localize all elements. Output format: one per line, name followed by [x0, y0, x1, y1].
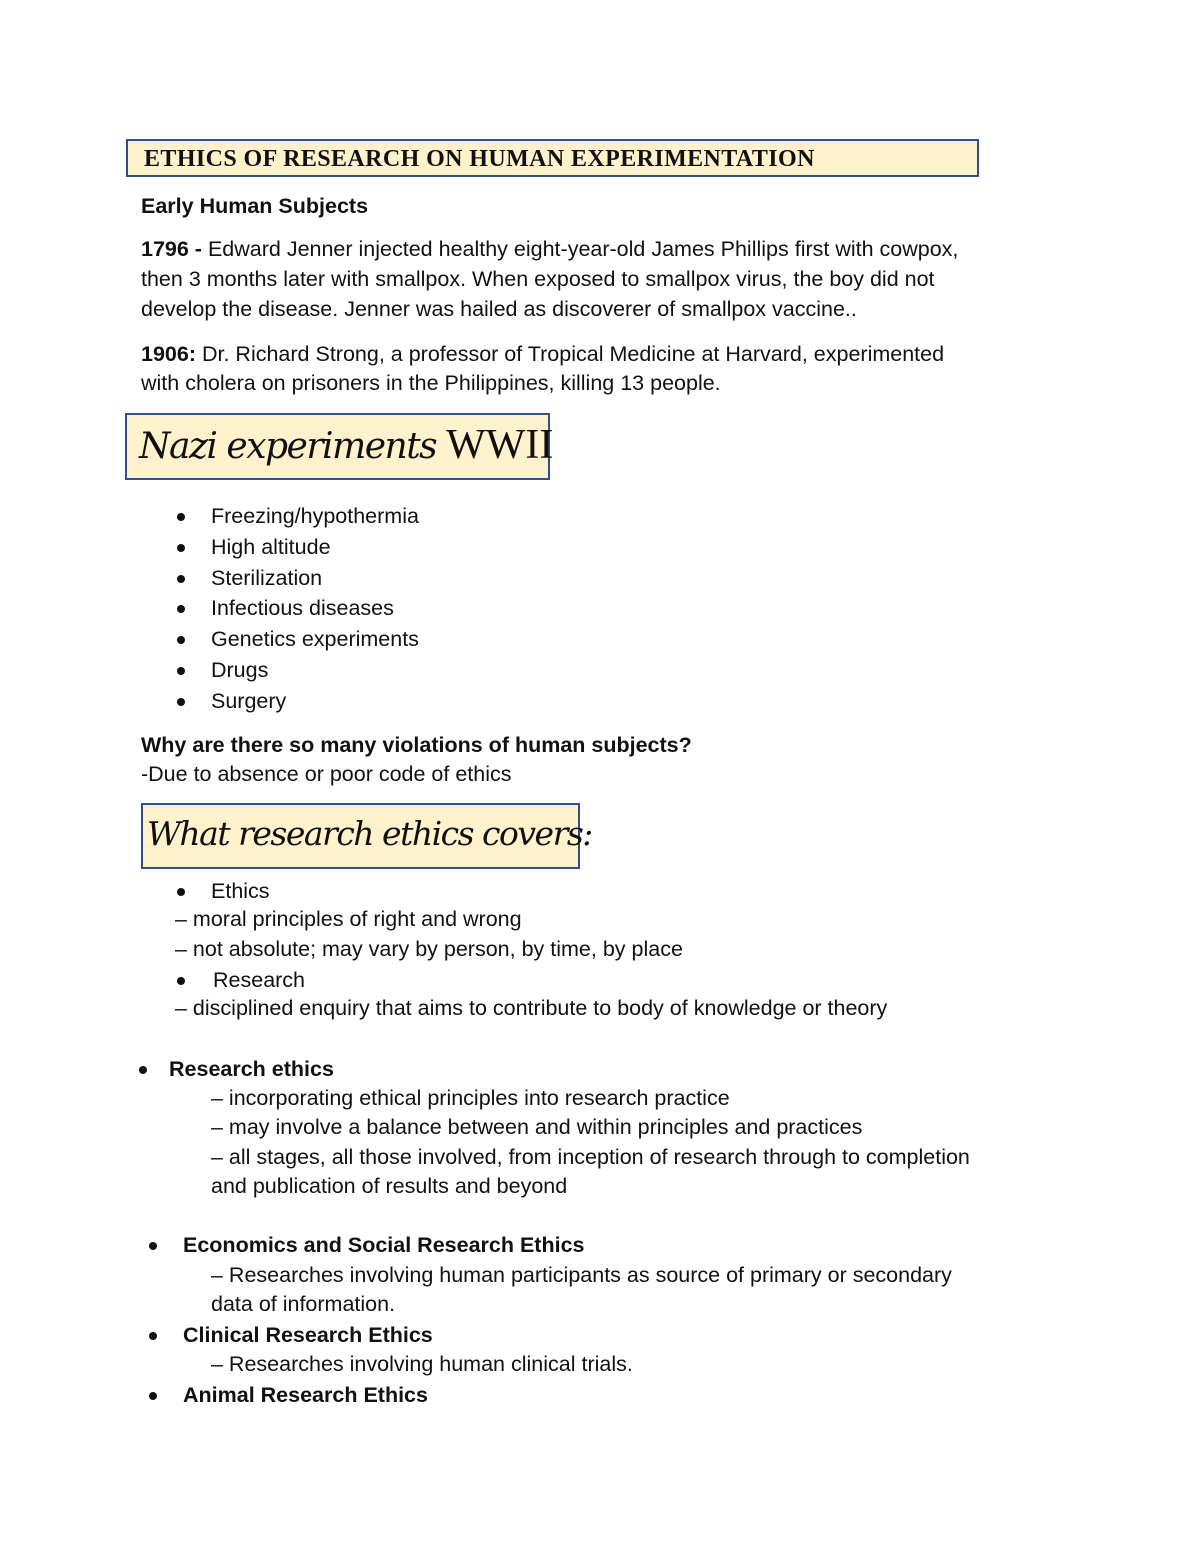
title-box: [126, 139, 979, 177]
type-economics-line-1: – Researches involving human participants as source of primary or secondary: [211, 1263, 952, 1287]
covers-research-line-1: – disciplined enquiry that aims to contribute to body of knowledge or theory: [175, 996, 888, 1020]
bullet-dot: [177, 605, 185, 613]
year-1796: 1796 -: [141, 237, 202, 261]
bullet-dot: [177, 544, 185, 552]
type-animal-label: Animal Research Ethics: [183, 1383, 428, 1407]
covers-heading-box: [141, 803, 592, 869]
nazi-item-altitude: High altitude: [211, 535, 331, 559]
violations-answer: -Due to absence or poor code of ethics: [141, 762, 512, 786]
nazi-item-surgery: Surgery: [211, 689, 287, 713]
bullet-dot: [177, 888, 185, 896]
nazi-item-infectious: Infectious diseases: [211, 596, 394, 620]
bullet-dot: [177, 667, 185, 675]
covers-ethics-line-1: – moral principles of right and wrong: [175, 907, 522, 931]
paragraph-1906-line-2: with cholera on prisoners in the Philippines, killing 13 people.: [141, 371, 721, 395]
research-ethics-line-4: and publication of results and beyond: [211, 1174, 568, 1198]
violations-question: Why are there so many violations of human subjects?: [141, 733, 692, 757]
bullet-dot: [177, 575, 185, 583]
research-ethics-line-1: – incorporating ethical principles into research practice: [211, 1086, 730, 1110]
paragraph-1906-line-1: [141, 339, 944, 369]
nazi-item-freezing: Freezing/hypothermia: [211, 504, 419, 528]
nazi-heading-wwii: WWII: [446, 422, 554, 468]
research-ethics-line-3: – all stages, all those involved, from inception of research through to completion: [211, 1145, 970, 1169]
bullet-dot: [177, 513, 185, 521]
bullet-dot: [139, 1066, 147, 1074]
paragraph-1796-text: Edward Jenner injected healthy eight-year-old James Phillips first with cowpox,: [201, 237, 959, 261]
document-title: ETHICS OF RESEARCH ON HUMAN EXPERIMENTATION: [144, 146, 815, 172]
bullet-dot: [177, 977, 185, 985]
paragraph-1796-line-3: develop the disease. Jenner was hailed as discoverer of smallpox vaccine..: [141, 297, 857, 321]
bullet-dot: [149, 1242, 157, 1250]
paragraph-1796-line-2: then 3 months later with smallpox. When exposed to smallpox virus, the boy did not: [141, 267, 935, 291]
paragraph-1906-text: Dr. Richard Strong, a professor of Tropical Medicine at Harvard, experimented: [196, 342, 945, 366]
paragraph-1796-line-1: [141, 234, 958, 264]
type-economics-line-2: data of information.: [211, 1292, 396, 1316]
nazi-item-drugs: Drugs: [211, 658, 269, 682]
type-clinical-line-1: – Researches involving human clinical trials.: [211, 1352, 633, 1376]
covers-heading: What research ethics covers:: [147, 814, 592, 853]
covers-ethics-label: Ethics: [211, 879, 270, 903]
bullet-dot: [177, 636, 185, 644]
nazi-heading-box: [125, 413, 554, 480]
year-1906: 1906:: [141, 342, 196, 366]
nazi-item-genetics: Genetics experiments: [211, 627, 419, 651]
covers-ethics-line-2: – not absolute; may vary by person, by time, by place: [175, 937, 683, 961]
bullet-dot: [177, 698, 185, 706]
bullet-dot: [149, 1392, 157, 1400]
nazi-item-sterilization: Sterilization: [211, 566, 323, 590]
type-clinical-label: Clinical Research Ethics: [183, 1323, 433, 1347]
type-economics-label: Economics and Social Research Ethics: [183, 1233, 585, 1257]
bullet-dot: [149, 1332, 157, 1340]
nazi-heading-script: [139, 415, 553, 477]
research-ethics-label: Research ethics: [169, 1057, 334, 1081]
nazi-heading-script-text: Nazi experiments: [139, 426, 437, 467]
research-ethics-line-2: – may involve a balance between and within principles and practices: [211, 1115, 863, 1139]
early-subjects-heading: Early Human Subjects: [141, 194, 369, 218]
covers-research-label: Research: [213, 968, 306, 992]
